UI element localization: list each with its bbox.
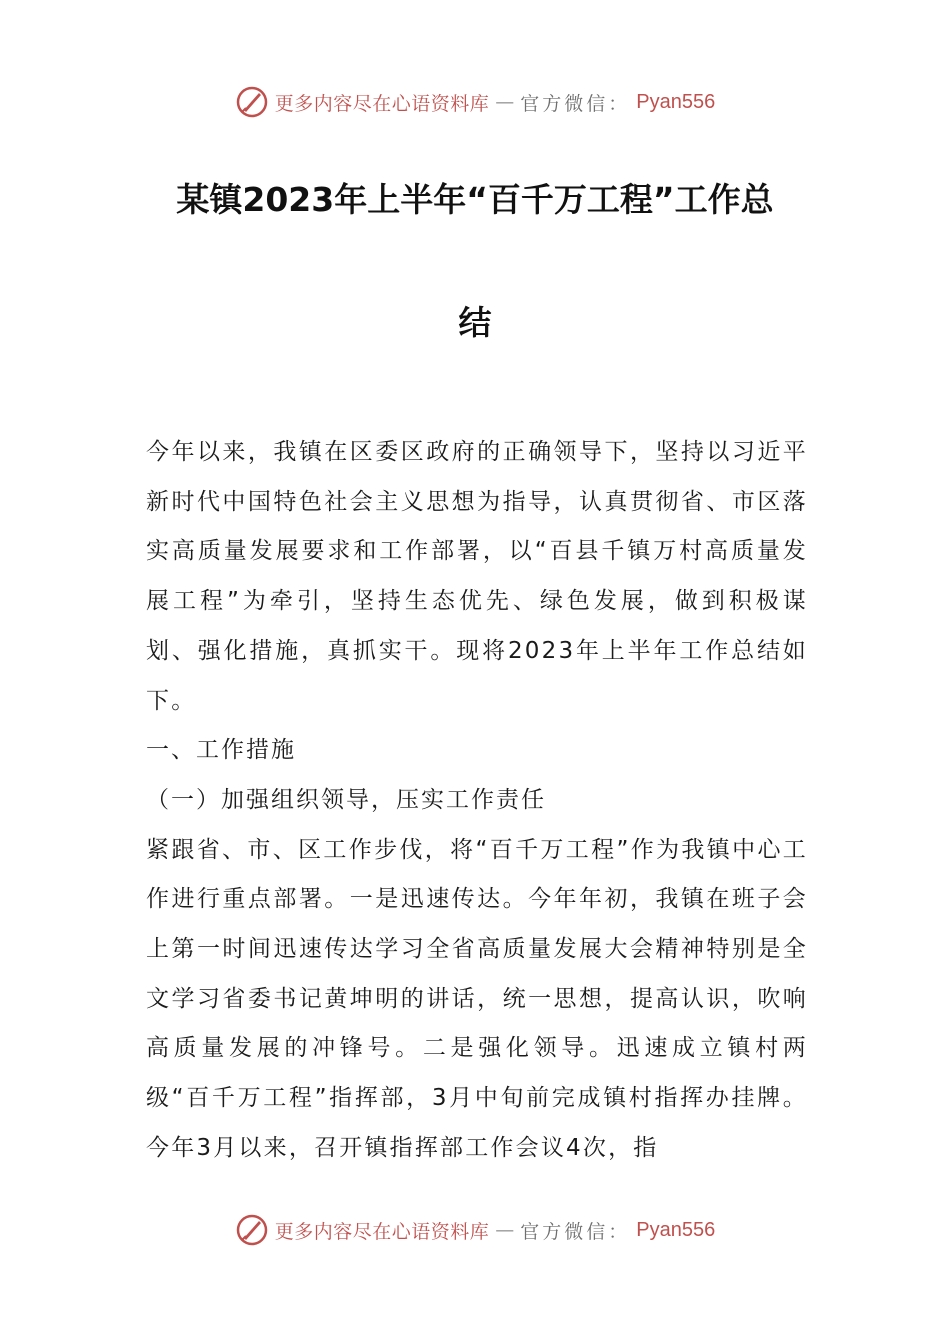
- document-title-continuation: 结: [458, 303, 492, 342]
- watermark-banner-bottom: [0, 1210, 950, 1250]
- watermark-wechat-id: Pyan556: [636, 90, 716, 113]
- watermark-banner-top: [0, 82, 950, 122]
- watermark-wechat-label: 官方微信：: [520, 1220, 631, 1243]
- body-paragraph: 紧跟省、市、区工作步伐，将“百千万工程”作为我镇中心工作进行重点部署。一是迅速传达。今年年初，我镇在班子会上第一时间迅速传达学习全省高质量发展大会精神特别是全文学习省委书记黄坤明的讲话，统一思想，提高认识，吹响高质量发展的冲锋号。二是强化领导。迅速成立镇村两级“百千万工程”指挥部，3月中旬前完成镇村指挥办挂牌。今年3月以来，召开镇指挥部工作会议4次，指: [146, 836, 808, 1161]
- watermark-text: 更多内容尽在心语资料库: [274, 92, 490, 115]
- watermark-wechat-label: 官方微信：: [520, 92, 631, 115]
- watermark-separator: —: [495, 1219, 515, 1241]
- document-title: 某镇2023年上半年“百千万工程”工作总: [176, 180, 774, 219]
- watermark-separator: —: [495, 91, 515, 113]
- watermark-wechat-id: Pyan556: [636, 1218, 716, 1241]
- watermark-text: 更多内容尽在心语资料库: [274, 1220, 490, 1243]
- subsection-heading: （一）加强组织领导，压实工作责任: [146, 786, 546, 813]
- document-body: [146, 428, 808, 1174]
- intro-paragraph: 今年以来，我镇在区委区政府的正确领导下，坚持以习近平新时代中国特色社会主义思想为指导，认真贯彻省、市区落实高质量发展要求和工作部署，以“百县千镇万村高质量发展工程”为牵引，坚持生态优先、绿色发展，做到积极谋划、强化措施，真抓实干。现将2023年上半年工作总结如下。: [146, 439, 808, 714]
- quill-logo-icon: [235, 85, 269, 119]
- section-heading: 一、工作措施: [146, 737, 296, 764]
- quill-logo-icon: [235, 1213, 269, 1247]
